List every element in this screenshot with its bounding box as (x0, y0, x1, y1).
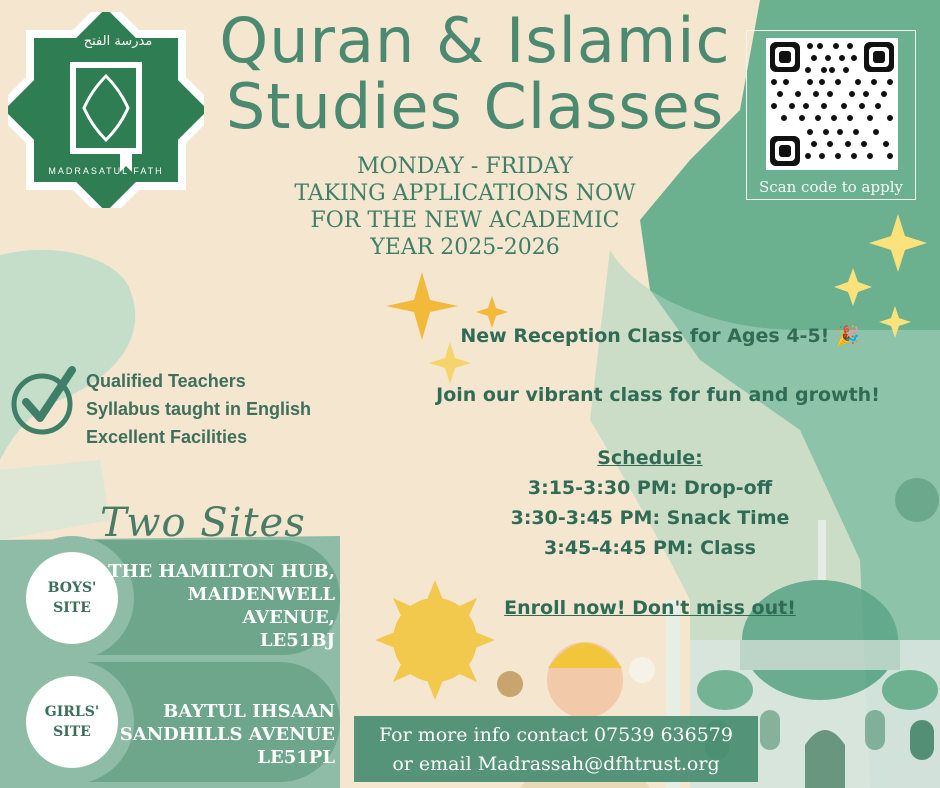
feature-1: Qualified Teachers (86, 371, 246, 391)
girls-label-2: SITE (53, 724, 91, 740)
address-line: THE HAMILTON HUB, (108, 561, 335, 582)
title-line-2: Studies Classes (225, 70, 725, 143)
logo-arabic: مدرسة الفتح (83, 34, 153, 49)
schedule (370, 443, 930, 563)
feature-2: Syllabus taught in English (86, 399, 312, 419)
boys-label-2: SITE (53, 600, 91, 616)
promo-tagline: Join our vibrant class for fun and growth! (436, 384, 880, 406)
subtitle-line-4: YEAR 2025-2026 (370, 235, 560, 260)
enroll-cta[interactable]: Enroll now! Don't miss out! (504, 597, 796, 619)
subtitle-line-3: FOR THE NEW ACADEMIC (310, 208, 620, 233)
address-line: BAYTUL IHSAAN (163, 701, 335, 722)
logo-name: MADRASATUL FATH (48, 166, 164, 176)
sites-heading: Two Sites (100, 500, 306, 546)
schedule-label: Schedule: (597, 447, 703, 469)
address-line: LE51BJ (259, 630, 335, 651)
contact-info (354, 721, 758, 779)
boys-address (108, 560, 335, 652)
contact-email[interactable]: or email Madrassah@dfhtrust.org (392, 753, 720, 775)
address-line: LE51PL (257, 747, 335, 768)
address-line: SANDHILLS AVENUE (119, 724, 335, 745)
schedule-item: 3:30-3:45 PM: Snack Time (510, 507, 790, 529)
checkmark-icon (10, 364, 76, 438)
schedule-item: 3:45-4:45 PM: Class (544, 537, 756, 559)
girls-address (120, 700, 335, 769)
subtitle-line-2: TAKING APPLICATIONS NOW (294, 181, 636, 206)
feature-3: Excellent Facilities (86, 427, 248, 447)
address-line: AVENUE, (242, 607, 335, 628)
title-line-1: Quran & Islamic (219, 4, 731, 77)
contact-phone[interactable]: For more info contact 07539 636579 (379, 724, 733, 746)
subtitle-line-1: MONDAY - FRIDAY (356, 154, 574, 179)
page-title (205, 4, 745, 143)
subtitle (260, 153, 670, 261)
boys-label-1: BOYS' (47, 580, 97, 596)
boys-site-badge (26, 552, 118, 644)
address-line: MAIDENWELL (187, 584, 335, 605)
qr-caption: Scan code to apply (759, 178, 903, 196)
promo-headline: New Reception Class for Ages 4-5! 🎉 (460, 325, 860, 347)
girls-site-badge (26, 676, 118, 768)
schedule-item: 3:15-3:30 PM: Drop-off (527, 477, 773, 499)
qr-code[interactable] (766, 38, 898, 170)
girls-label-1: GIRLS' (44, 704, 100, 720)
logo (8, 12, 204, 208)
